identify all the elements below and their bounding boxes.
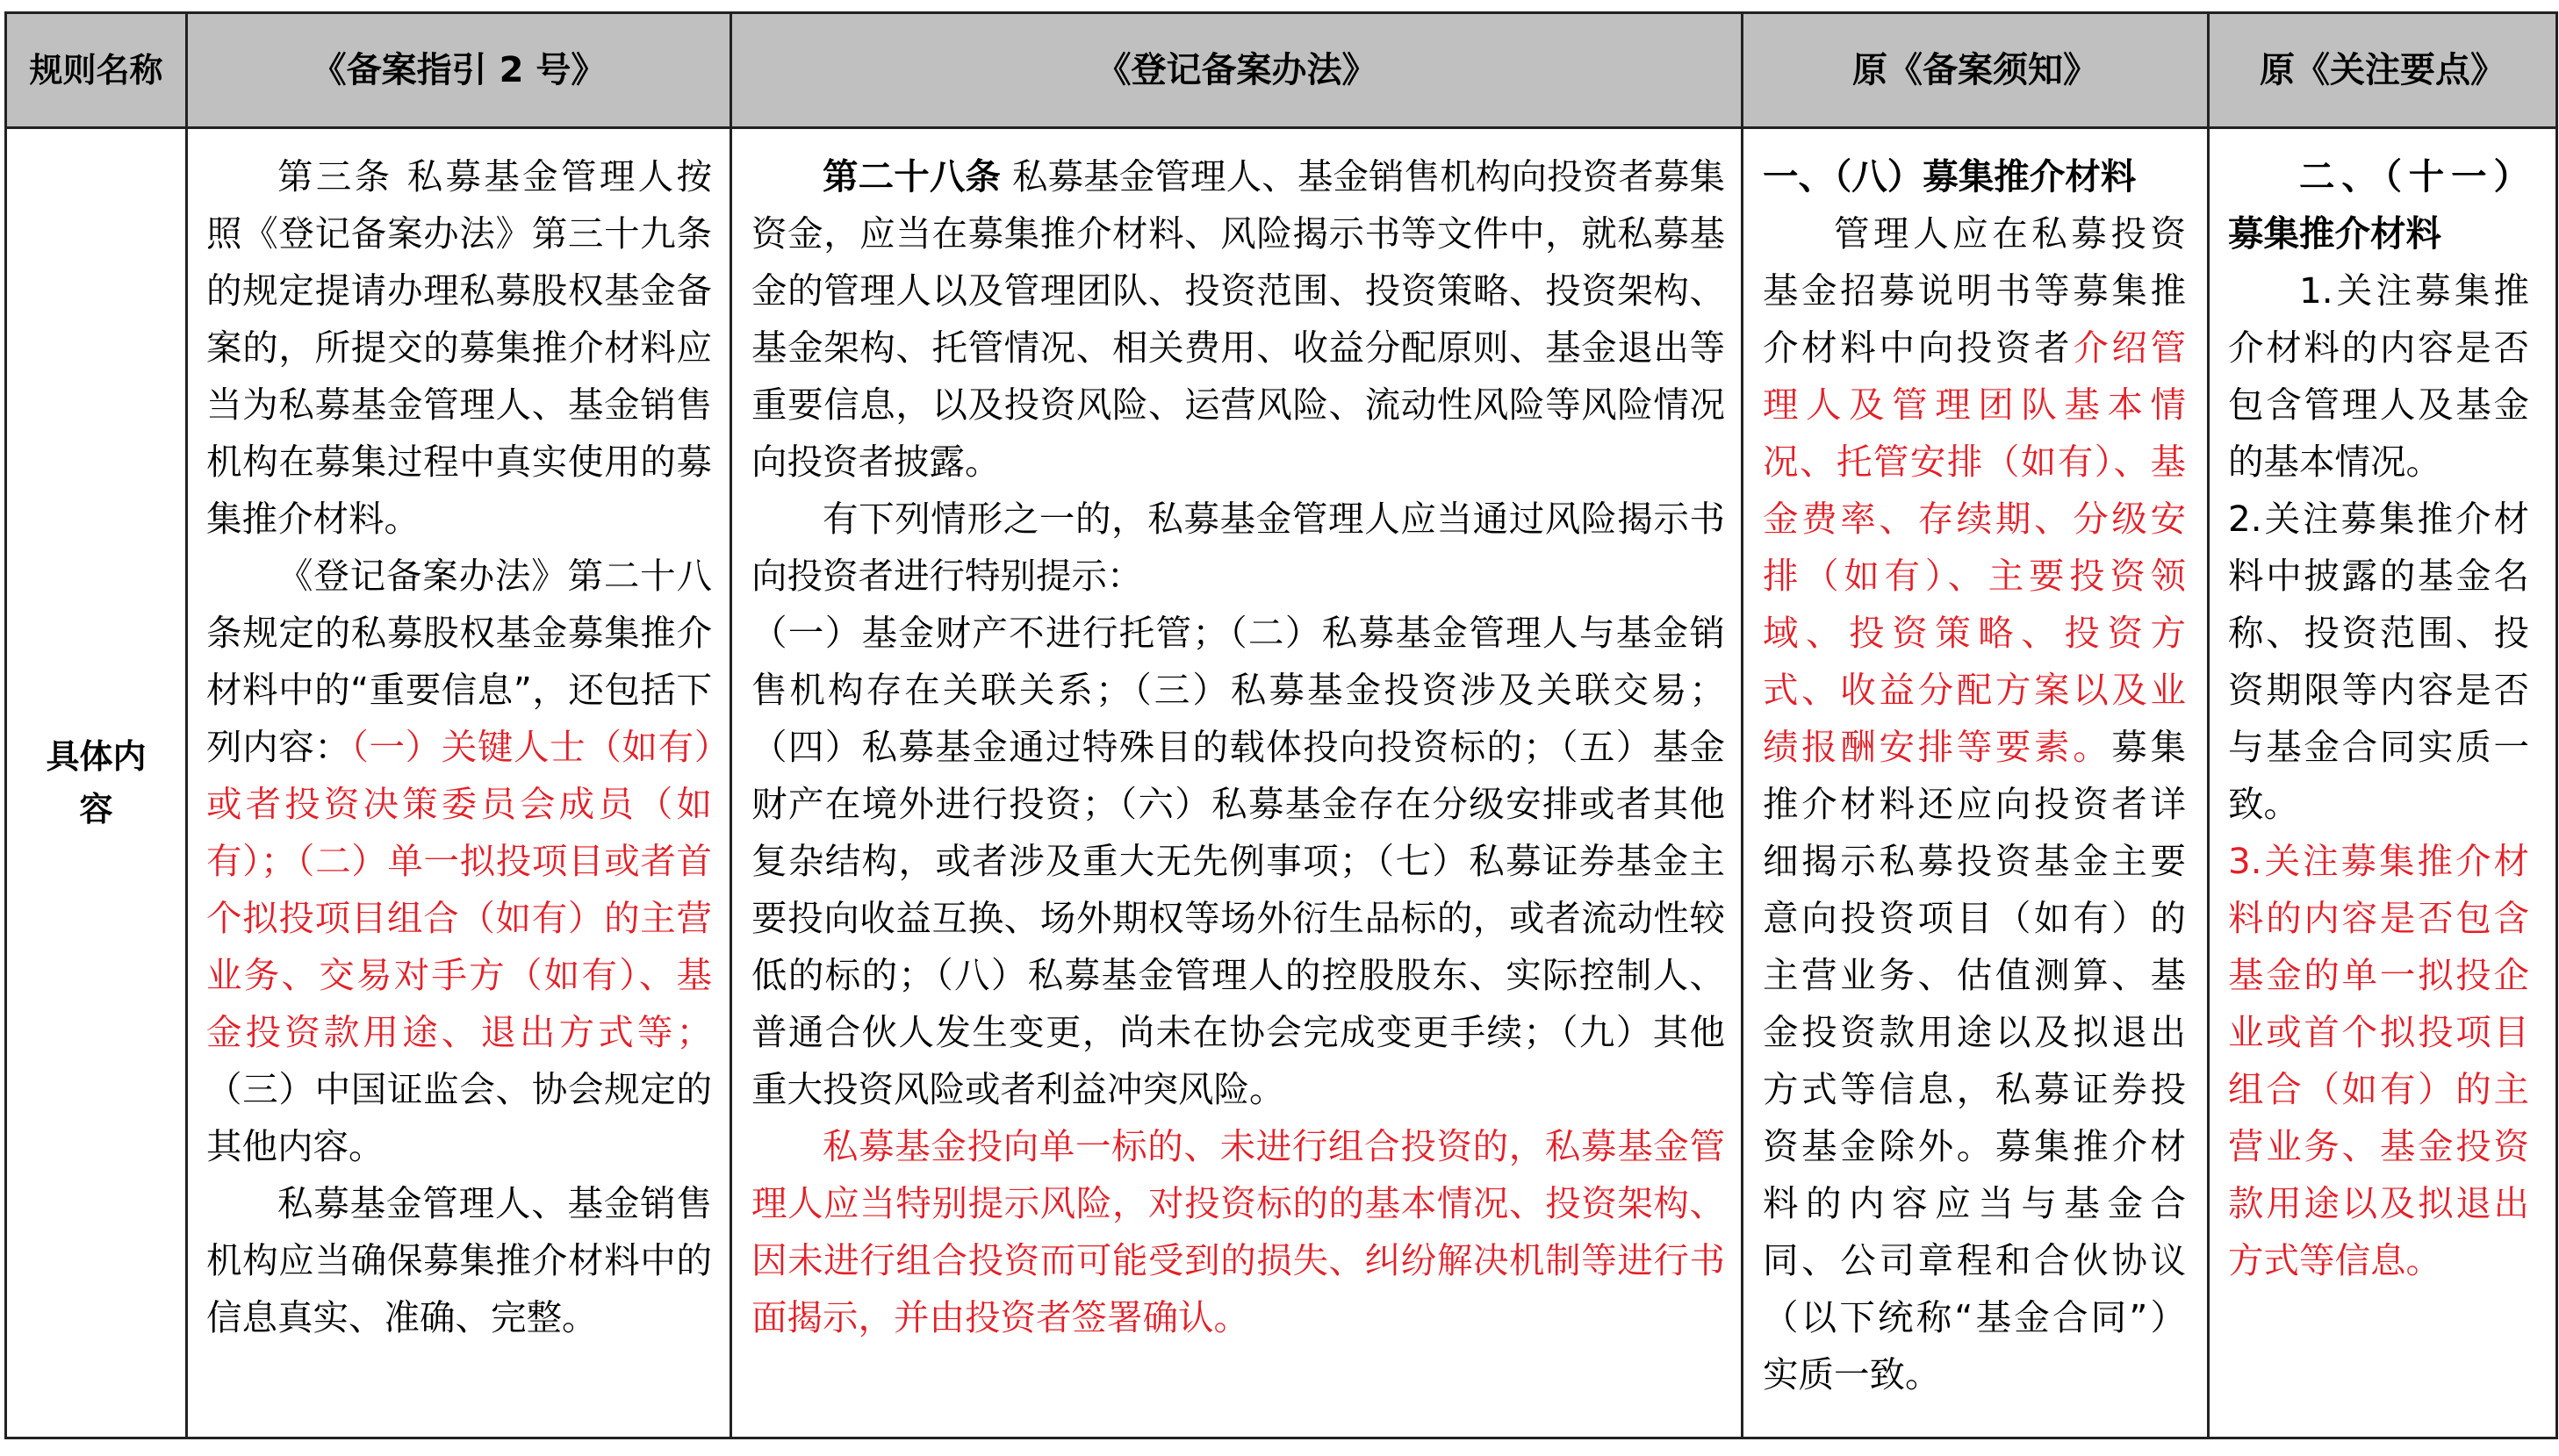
section-heading-promotion-materials: 一、（八）募集推介材料 bbox=[1763, 155, 2137, 197]
header-former-key-points: 原《关注要点》 bbox=[2209, 13, 2557, 128]
important-info-highlight: （一）关键人士（如有）或者投资决策委员会成员（如有）；（二）单一拟投项目或者首个拟投项目组合（如有）的主营业务、交易对手方（如有）、基金投资款用途、退出方式等； bbox=[206, 726, 713, 1053]
header-registration-measures: 《登记备案办法》 bbox=[731, 13, 1743, 128]
important-info-paragraph bbox=[206, 548, 712, 1175]
article-28-paragraph bbox=[751, 148, 1725, 491]
important-info-intro: 《登记备案办法》第二十八条规定的私募股权基金募集推介材料中的“重要信息”，还包括下列内容： bbox=[206, 555, 712, 768]
special-notice-intro: 有下列情形之一的，私募基金管理人应当通过风险揭示书向投资者进行特别提示： bbox=[751, 498, 1725, 597]
single-target-risk-paragraph: 私募基金投向单一标的、未进行组合投资的，私募基金管理人应当特别提示风险，对投资标的的基本情况、投资架构、因未进行组合投资而可能受到的损失、纠纷解决机制等进行书面揭示，并由投资者签署确认。 bbox=[751, 1125, 1725, 1338]
header-former-filing-notice: 原《备案须知》 bbox=[1743, 13, 2209, 128]
section-heading-key-points: 二、（十一）募集推介材料 bbox=[2228, 155, 2529, 255]
article-28-title: 第二十八条 bbox=[823, 155, 1002, 197]
header-row bbox=[6, 13, 2557, 128]
promotion-intro: 管理人应在私募投资基金招募说明书等募集推介材料中向投资者 bbox=[1763, 212, 2186, 369]
cell-former-filing-notice bbox=[1743, 128, 2209, 1438]
header-rule-name: 规则名称 bbox=[6, 13, 187, 128]
special-notice-list: （一）基金财产不进行托管；（二）私募基金管理人与基金销售机构存在关联关系；（三）私募基金投资涉及关联交易；（四）私募基金通过特殊目的载体投向投资标的；（五）基金财产在境外进行投资；（六）私募基金存在分级安排或者其他复杂结构，或者涉及重大无先例事项；（七）私募证券基金主要投向收益互换、场外期权等场外衍生品标的，或者流动性较低的标的；（八）私募基金管理人的控股股东、实际控制人、普通合伙人发生变更，尚未在协会完成变更手续；（九）其他重大投资风险或者利益冲突风险。 bbox=[751, 612, 1725, 1110]
key-point-1: 1.关注募集推介材料的内容是否包含管理人及基金的基本情况。 bbox=[2228, 269, 2529, 483]
promotion-highlight: 介绍管理人及管理团队基本情况、托管安排（如有）、基金费率、存续期、分级安排（如有）、主要投资领域、投资策略、投资方式、收益分配方案以及业绩报酬安排等要素。 bbox=[1763, 326, 2187, 768]
cell-former-key-points bbox=[2209, 128, 2557, 1438]
header-filing-guideline-2: 《备案指引 2 号》 bbox=[187, 13, 731, 128]
row-label-text: 具体内容 bbox=[46, 737, 147, 828]
key-point-2: 2.关注募集推介材料中披露的基金名称、投资范围、投资期限等内容是否与基金合同实质一致。 bbox=[2228, 498, 2529, 825]
row-label-specific-content bbox=[6, 128, 187, 1438]
article-3-paragraph: 第三条 私募基金管理人按照《登记备案办法》第三十九条的规定提请办理私募股权基金备案的，所提交的募集推介材料应当为私募基金管理人、基金销售机构在募集过程中真实使用的募集推介材料。 bbox=[206, 155, 712, 540]
promotion-tail: 募集推介材料还应向投资者详细揭示私募投资基金主要意向投资项目（如有）的主营业务、估值测算、基金投资款用途以及拟退出方式等信息，私募证券投资基金除外。募集推介材料的内容应当与基金合同、公司章程和合伙协议（以下统称“基金合同”）实质一致。 bbox=[1763, 726, 2187, 1395]
content-row bbox=[6, 128, 2557, 1438]
comparison-table bbox=[4, 11, 2558, 1439]
accuracy-paragraph: 私募基金管理人、基金销售机构应当确保募集推介材料中的信息真实、准确、完整。 bbox=[206, 1182, 712, 1338]
article-28-text: 私募基金管理人、基金销售机构向投资者募集资金，应当在募集推介材料、风险揭示书等文件中，就私募基金的管理人以及管理团队、投资范围、投资策略、投资架构、基金架构、托管情况、相关费用、收益分配原则、基金退出等重要信息，以及投资风险、运营风险、流动性风险等风险情况向投资者披露。 bbox=[751, 155, 1726, 483]
cell-registration-measures bbox=[731, 128, 1743, 1438]
promotion-materials-paragraph bbox=[1763, 205, 2186, 1403]
cell-filing-guideline-2 bbox=[187, 128, 731, 1438]
important-info-tail: （三）中国证监会、协会规定的其他内容。 bbox=[206, 1068, 712, 1167]
key-point-3: 3.关注募集推介材料的内容是否包含基金的单一拟投企业或首个拟投项目组合（如有）的主营业务、基金投资款用途以及拟退出方式等信息。 bbox=[2228, 840, 2529, 1281]
